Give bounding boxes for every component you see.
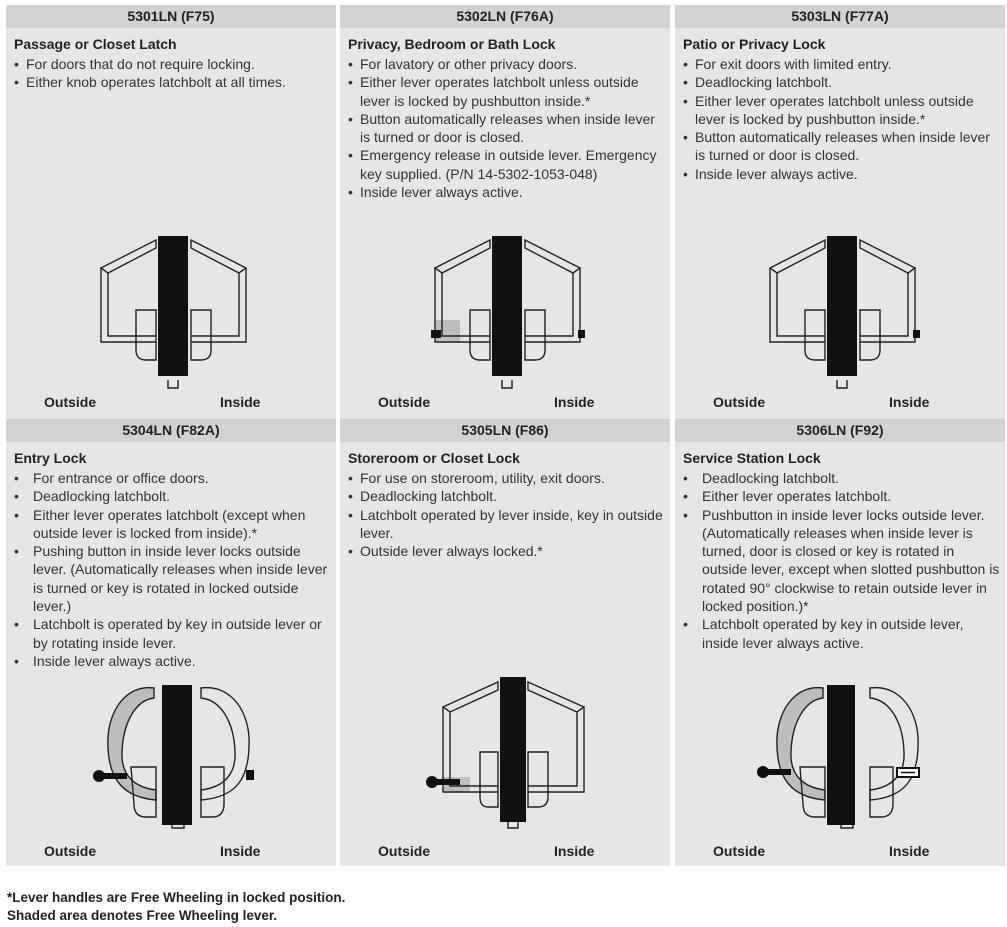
card-header: 5305LN (F86) — [340, 419, 670, 442]
outside-label: Outside — [713, 843, 766, 859]
slotted-pushbutton — [897, 768, 919, 777]
lock-card-5302 — [340, 5, 670, 444]
inside-rose — [191, 268, 246, 342]
feature-item: • Either lever operates latchbolt. — [683, 487, 1003, 505]
feature-item: • Deadlocking latchbolt. — [683, 469, 1003, 487]
inside-rose — [528, 707, 584, 792]
feature-item: • Button automatically releases when inside lever is turned or door is closed. — [348, 110, 668, 147]
inside-lever — [201, 688, 249, 800]
door — [827, 236, 857, 376]
card-title: Service Station Lock — [683, 450, 821, 466]
feature-list — [683, 469, 1003, 652]
feature-item: • Either lever operates latchbolt unless outside lever is locked by pushbutton inside.* — [683, 92, 1003, 129]
lock-card-5305 — [340, 419, 670, 866]
feature-item: • Either lever operates latchbolt (except when outside lever is locked from inside).* — [14, 506, 334, 543]
feature-item: • Emergency release in outside lever. Emergency key supplied. (P/N 14-5302-1053-048) — [348, 146, 668, 183]
pushbutton — [246, 770, 254, 780]
feature-item: • Either knob operates latchbolt at all times. — [14, 73, 334, 91]
card-header: 5302LN (F76A) — [340, 5, 670, 28]
feature-item: • Deadlocking latchbolt. — [683, 73, 1003, 91]
inside-label: Inside — [889, 394, 930, 410]
door — [162, 685, 192, 825]
card-title: Entry Lock — [14, 450, 87, 466]
card-title: Passage or Closet Latch — [14, 36, 177, 52]
inside-lever — [870, 688, 918, 800]
feature-item: • Pushbutton in inside lever locks outside lever. (Automatically releases when inside lever is turned, door is closed or key is rotated in outside lever, except when slotted pushbutton is rotated 90° clockwise to retain outside lever in locked position.)* — [683, 506, 1003, 616]
outside-rose — [770, 268, 825, 342]
card-header: 5301LN (F75) — [6, 5, 336, 28]
feature-item: • For use on storeroom, utility, exit doors. — [348, 469, 668, 487]
lock-card-5304 — [6, 419, 336, 866]
emergency-release — [431, 330, 441, 338]
card-title: Patio or Privacy Lock — [683, 36, 826, 52]
inside-lever — [860, 240, 915, 273]
pushbutton — [578, 330, 585, 338]
inside-label: Inside — [554, 394, 595, 410]
outside-label: Outside — [378, 843, 431, 859]
inside-lever — [528, 682, 584, 712]
lever-diagram — [675, 672, 1005, 857]
feature-item: • Button automatically releases when inside lever is turned or door is closed. — [683, 128, 1003, 165]
inside-rose — [860, 268, 915, 342]
outside-label: Outside — [713, 394, 766, 410]
inside-lever — [525, 240, 580, 273]
feature-list — [683, 55, 1003, 183]
feature-item: • Outside lever always locked.* — [348, 542, 668, 560]
door — [492, 236, 522, 376]
outside-label: Outside — [44, 843, 97, 859]
feature-item: • Latchbolt operated by lever inside, key in outside lever. — [348, 506, 668, 543]
door — [500, 677, 526, 822]
feature-list — [14, 469, 334, 670]
feature-list — [348, 55, 668, 201]
door — [158, 236, 188, 376]
footnote-shaded: Shaded area denotes Free Wheeling lever. — [7, 908, 278, 923]
outside-label: Outside — [44, 394, 97, 410]
outside-lever — [443, 682, 498, 712]
door — [827, 685, 855, 825]
card-header: 5306LN (F92) — [675, 419, 1005, 442]
footnote-free-wheeling: *Lever handles are Free Wheeling in locked position. — [7, 890, 346, 905]
feature-list — [14, 55, 334, 92]
lever-diagram — [340, 210, 670, 395]
feature-item: • Pushing button in inside lever locks outside lever. (Automatically releases when inside lever is turned or key is rotated in locked outside lever.) — [14, 542, 334, 615]
lever-diagram — [675, 210, 1005, 395]
feature-item: • For entrance or office doors. — [14, 469, 334, 487]
lock-card-5303 — [675, 5, 1005, 444]
feature-item: • Deadlocking latchbolt. — [14, 487, 334, 505]
inside-rose — [525, 268, 580, 342]
feature-item: • Deadlocking latchbolt. — [348, 487, 668, 505]
latchbolt — [502, 380, 512, 388]
feature-item: • For exit doors with limited entry. — [683, 55, 1003, 73]
outside-lever — [770, 240, 825, 273]
card-title: Privacy, Bedroom or Bath Lock — [348, 36, 556, 52]
inside-label: Inside — [554, 843, 595, 859]
card-header: 5304LN (F82A) — [6, 419, 336, 442]
inside-label: Inside — [220, 394, 261, 410]
feature-item: • Inside lever always active. — [683, 165, 1003, 183]
outside-lever — [435, 240, 490, 273]
card-title: Storeroom or Closet Lock — [348, 450, 520, 466]
outside-label: Outside — [378, 394, 431, 410]
feature-item: • Inside lever always active. — [14, 652, 334, 670]
feature-item: • For lavatory or other privacy doors. — [348, 55, 668, 73]
feature-item: • Latchbolt is operated by key in outside lever or by rotating inside lever. — [14, 615, 334, 652]
feature-item: • Either lever operates latchbolt unless outside lever is locked by pushbutton inside.* — [348, 73, 668, 110]
latchbolt — [168, 380, 178, 388]
inside-lever — [191, 240, 246, 273]
feature-list — [348, 469, 668, 560]
latchbolt — [837, 380, 847, 388]
card-header: 5303LN (F77A) — [675, 5, 1005, 28]
inside-label: Inside — [889, 843, 930, 859]
feature-item: • Latchbolt operated by key in outside lever, inside lever always active. — [683, 615, 1003, 652]
inside-label: Inside — [220, 843, 261, 859]
lever-diagram — [6, 672, 336, 857]
lock-card-5301 — [6, 5, 336, 444]
lever-diagram — [340, 672, 670, 857]
lock-card-5306 — [675, 419, 1005, 866]
outside-rose — [101, 268, 156, 342]
feature-item: • Inside lever always active. — [348, 183, 668, 201]
lever-diagram — [6, 210, 336, 395]
pushbutton — [913, 330, 920, 338]
feature-item: • For doors that do not require locking. — [14, 55, 334, 73]
outside-lever — [101, 240, 156, 273]
